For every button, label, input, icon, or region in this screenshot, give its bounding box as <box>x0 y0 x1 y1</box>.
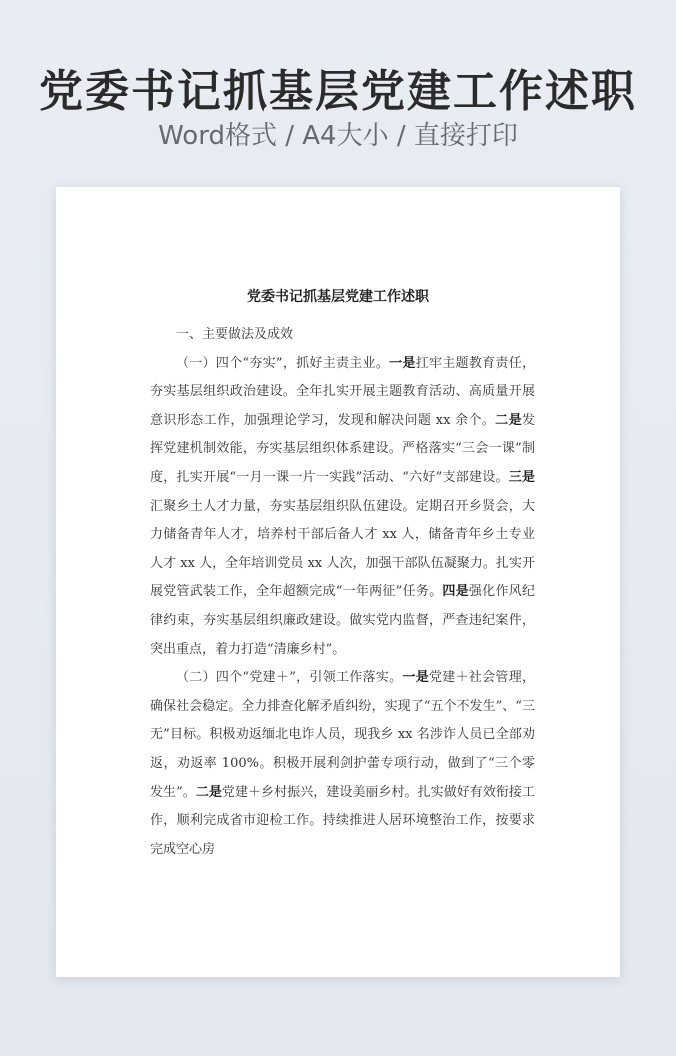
paragraph-1 <box>150 350 535 665</box>
point-text: 发挥党建机制效能，夯实基层组织体系建设。严格落实“三会一课”制度，扎实开展“一月一课一片一实践”活动、“六好”支部建设。 <box>150 412 535 485</box>
paragraph-1-lead: （一）四个“夯实”，抓好主责主业。 <box>176 355 390 371</box>
section-heading: 一、主要做法及成效 <box>176 327 294 342</box>
point-text: 党建＋乡村振兴，建设美丽乡村。扎实做好有效衔接工作，顺利完成省市迎检工作。持续推进人居环境整治工作，按要求完成空心房 <box>150 784 535 857</box>
point-label: 一是 <box>389 355 416 371</box>
paragraph-2 <box>150 664 535 864</box>
paragraph-2-lead: （二）四个“党建＋”，引领工作落实。 <box>176 670 403 686</box>
point-label: 三是 <box>508 469 535 485</box>
banner-subtitle: Word格式 / A4大小 / 直接打印 <box>158 121 518 151</box>
document-body <box>150 321 535 864</box>
document-page <box>56 187 620 977</box>
document-title: 党委书记抓基层党建工作述职 <box>247 289 429 305</box>
point-text: 强化作风纪律约束，夯实基层组织廉政建设。做实党内监督，严查违纪案件，突出重点，着力打造“清廉乡村”。 <box>150 584 535 657</box>
point-label: 四是 <box>442 584 469 600</box>
point-label: 二是 <box>195 784 222 800</box>
point-text: 党建＋社会管理，确保社会稳定。全力排查化解矛盾纠纷，实现了“五个不发生”、“三无”目标。积极劝返缅北电诈人员，现我乡 xx 名涉诈人员已全部劝返，劝返率 100%。积极开展利剑护蕾专项行动，做到了“三个零发生”。 <box>150 670 535 800</box>
point-text: 汇聚乡土人才力量，夯实基层组织队伍建设。定期召开乡贤会，大力储备青年人才，培养村干部后备人才 xx 人，储备青年乡土专业人才 xx 人，全年培训党员 xx 人次，加强干部队伍凝聚力。扎实开展党管武装工作，全年超额完成“一年两征”任务。 <box>150 498 535 600</box>
banner-title: 党委书记抓基层党建工作述职 <box>39 66 637 117</box>
point-label: 二是 <box>495 412 522 428</box>
point-label: 一是 <box>402 670 429 686</box>
point-text: 扛牢主题教育责任，夯实基层组织政治建设。全年扎实开展主题教育活动、高质量开展意识形态工作，加强理论学习，发现和解决问题 xx 余个。 <box>150 355 535 428</box>
